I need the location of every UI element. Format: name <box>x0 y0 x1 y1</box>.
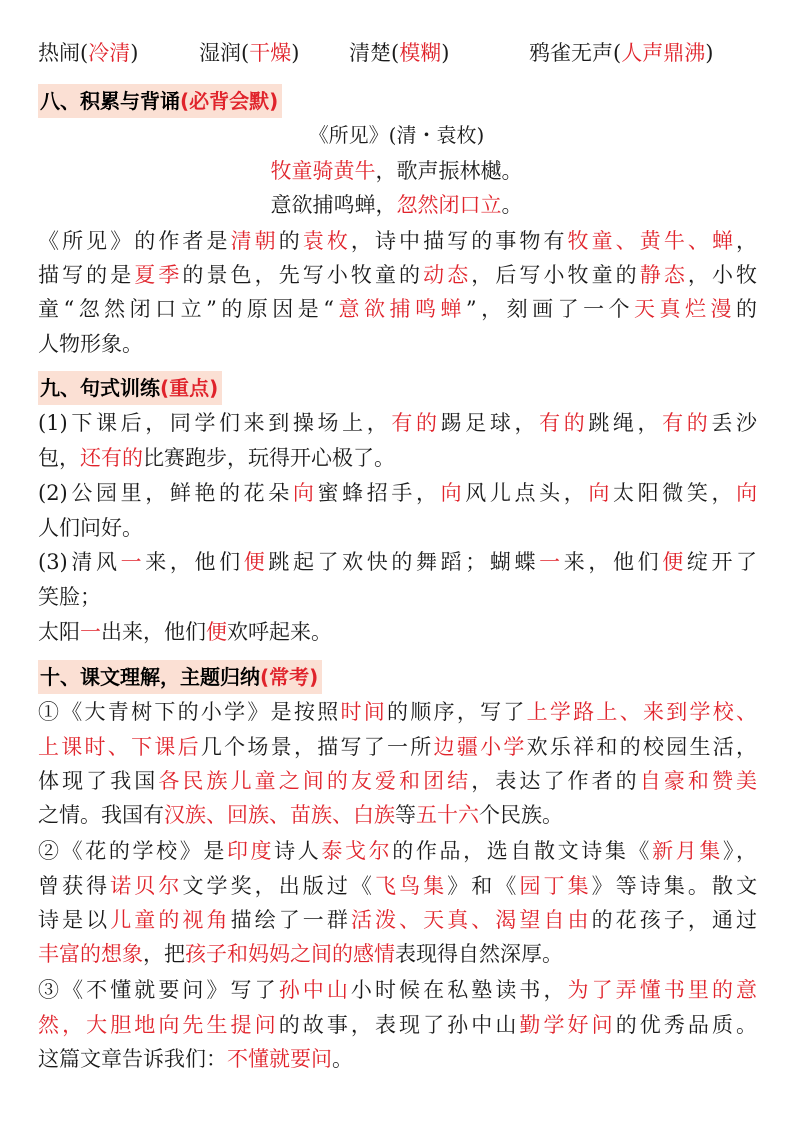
poem-line-1: 牧童骑黄牛，歌声振林樾。 <box>270 159 523 183</box>
antonym-pair: 鸦雀无声(人声鼎沸) <box>529 41 714 65</box>
paragraph-line: 童“忽然闭口立”的原因是“意欲捕鸣蝉”，刻画了一个天真烂漫的 <box>38 297 757 321</box>
paragraph-line: 丰富的想象，把孩子和妈妈之间的感情表现得自然深厚。 <box>38 942 563 966</box>
section-heading-10: 十、课文理解，主题归纳(常考) <box>38 660 322 694</box>
paragraph-line: 上课时、下课后几个场景，描写了一所边疆小学欢乐祥和的校园生活， <box>38 735 758 759</box>
antonym-pair: 湿润(干燥) <box>199 41 300 65</box>
sentence-line: (1)下课后，同学们来到操场上，有的踢足球，有的跳绳，有的丢沙 <box>38 411 758 435</box>
paragraph-line: 然，大胆地向先生提问的故事，表现了孙中山勤学好问的优秀品质。 <box>38 1013 758 1037</box>
paragraph-line: 这篇文章告诉我们：不懂就要问。 <box>38 1047 353 1071</box>
poem-line-2: 意欲捕鸣蝉，忽然闭口立。 <box>270 193 523 217</box>
sentence-line: (3)清风一来，他们便跳起了欢快的舞蹈；蝴蝶一来，他们便绽开了 <box>38 550 758 574</box>
poem-title: 《所见》(清・袁枚) <box>308 123 485 147</box>
antonym-pair: 热闹(冷清) <box>38 41 139 65</box>
paragraph-line: 描写的是夏季的景色，先写小牧童的动态，后写小牧童的静态，小牧 <box>38 263 758 287</box>
sentence-line: 笑脸； <box>38 585 101 609</box>
paragraph-line: 曾获得诺贝尔文学奖，出版过《飞鸟集》和《园丁集》等诗集。散文 <box>38 874 758 898</box>
sentence-line: 太阳一出来，他们便欢呼起来。 <box>38 620 332 644</box>
section-heading-9: 九、句式训练(重点) <box>38 371 222 405</box>
sentence-line: 人们问好。 <box>38 516 143 540</box>
paragraph-line: 人物形象。 <box>38 332 143 356</box>
section-heading-8: 八、积累与背诵(必背会默) <box>38 84 282 118</box>
paragraph-line: 《所见》的作者是清朝的袁枚，诗中描写的事物有牧童、黄牛、蝉， <box>38 229 758 253</box>
antonym-pair: 清楚(模糊) <box>349 41 450 65</box>
paragraph-line: ③《不懂就要问》写了孙中山小时候在私塾读书，为了弄懂书里的意 <box>38 978 758 1002</box>
paragraph-line: 诗是以儿童的视角描绘了一群活泼、天真、渴望自由的花孩子，通过 <box>38 908 758 932</box>
paragraph-line: 体现了我国各民族儿童之间的友爱和团结，表达了作者的自豪和赞美 <box>38 769 758 793</box>
sentence-line: 包，还有的比赛跑步，玩得开心极了。 <box>38 446 395 470</box>
paragraph-line: ①《大青树下的小学》是按照时间的顺序，写了上学路上、来到学校、 <box>38 700 758 724</box>
sentence-line: (2)公园里，鲜艳的花朵向蜜蜂招手，向风儿点头，向太阳微笑，向 <box>38 481 758 505</box>
paragraph-line: 之情。我国有汉族、回族、苗族、白族等五十六个民族。 <box>38 803 563 827</box>
paragraph-line: ②《花的学校》是印度诗人泰戈尔的作品，选自散文诗集《新月集》， <box>38 839 758 863</box>
